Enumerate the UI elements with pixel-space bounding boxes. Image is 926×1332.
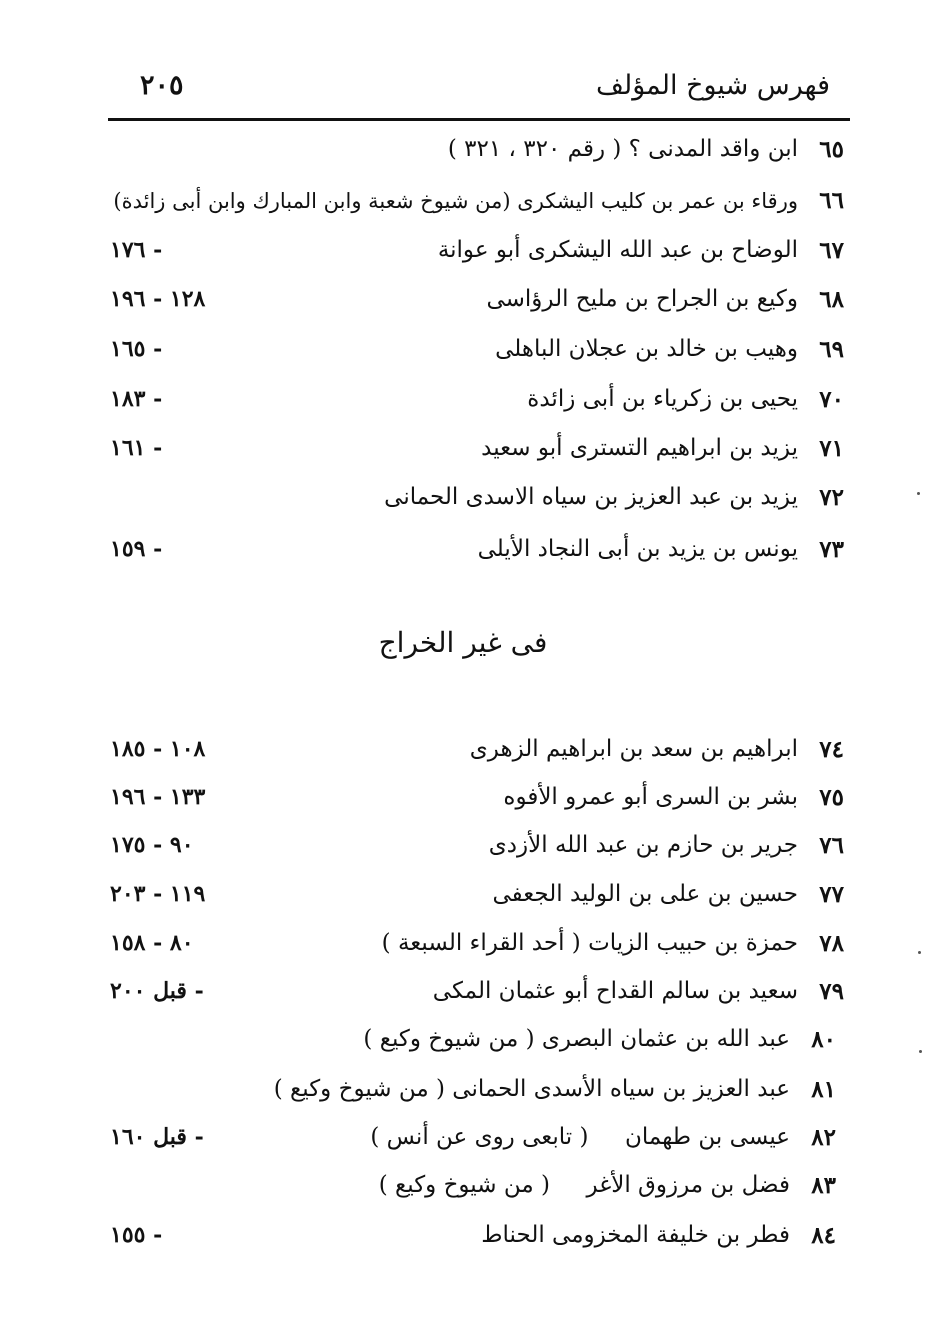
- entry-dates: ٩٠ - ١٧٥: [110, 832, 194, 858]
- entry-number: ٦٥: [819, 136, 844, 163]
- entry-number: ٨١: [811, 1076, 836, 1103]
- index-entry: [100, 972, 852, 1018]
- entry-dates: - قبل ١٦٠: [110, 1124, 204, 1150]
- index-entry: [100, 826, 852, 872]
- entry-number: ٧٦: [819, 832, 844, 859]
- entry-number: ٨٣: [811, 1172, 836, 1199]
- entry-name: يزيد بن ابراهيم التسترى أبو سعيد: [481, 435, 798, 461]
- index-entry: [100, 181, 852, 227]
- entry-dates: - ١٥٥: [110, 1222, 163, 1248]
- entry-name: سعيد بن سالم القداح أبو عثمان المكى: [432, 978, 798, 1004]
- entry-dates: ١٣٣ - ١٩٦: [110, 784, 206, 810]
- entry-name: عبد الله بن عثمان البصرى ( من شيوخ وكيع ): [363, 1026, 790, 1052]
- index-entry: [100, 778, 852, 824]
- entry-name: عبد العزيز بن سياه الأسدى الحمانى ( من شيوخ وكيع ): [273, 1076, 790, 1102]
- index-entry: [100, 478, 852, 524]
- entry-name: حسين بن على بن الوليد الجعفى: [492, 881, 798, 907]
- entry-number: ٦٧: [819, 237, 844, 264]
- index-entry: [100, 1166, 852, 1212]
- entry-number: ٦٩: [819, 336, 844, 363]
- index-entry: [100, 1070, 852, 1116]
- entry-dates: - ١٦٥: [110, 336, 163, 362]
- entry-number: ٦٦: [819, 187, 844, 214]
- index-entry: [100, 1118, 852, 1164]
- entry-name: يحيى بن زكرياء بن أبى زائدة: [527, 386, 798, 412]
- entry-name: حمزة بن حبيب الزيات ( أحد القراء السبعة ): [381, 930, 798, 956]
- index-entry: [100, 1020, 852, 1066]
- index-entry: [100, 380, 852, 426]
- entry-name: بشر بن السرى أبو عمرو الأفوه: [503, 784, 798, 810]
- entry-number: ٧٠: [819, 386, 844, 413]
- entry-number: ٧٥: [819, 784, 844, 811]
- section-heading: فى غير الخراج: [378, 626, 548, 659]
- entry-number: ٧٧: [819, 881, 844, 908]
- entry-dates: ١٢٨ - ١٩٦: [110, 286, 206, 312]
- entry-name: ورقاء بن عمر بن كليب اليشكرى (من شيوخ شعبة وابن المبارك وابن أبى زائدة): [113, 189, 798, 213]
- entry-dates: - ١٦١: [110, 435, 163, 461]
- entry-number: ٧٨: [819, 930, 844, 957]
- entry-number: ٧٩: [819, 978, 844, 1005]
- index-entry: [100, 330, 852, 376]
- page-number: ٢٠٥: [140, 70, 184, 101]
- entry-name: يزيد بن عبد العزيز بن سياه الاسدى الحمانى: [384, 484, 798, 510]
- page-header: [110, 62, 850, 114]
- entry-number: ٧٤: [819, 736, 844, 763]
- entry-dates: - ١٨٣: [110, 386, 163, 412]
- entry-number: ٨٤: [811, 1222, 836, 1249]
- index-entry: [100, 1216, 852, 1262]
- entry-name: فطر بن خليفة المخزومى الحناط: [481, 1222, 790, 1248]
- entry-name: وكيع بن الجراح بن مليح الرؤاسى: [486, 286, 798, 312]
- scan-speck: [919, 1050, 922, 1053]
- entry-dates: ٨٠ - ١٥٨: [110, 930, 194, 956]
- entry-number: ٧١: [819, 435, 844, 462]
- index-entry: [100, 429, 852, 475]
- entry-name: جرير بن حازم بن عبد الله الأزدى: [488, 832, 798, 858]
- entry-dates: - ١٥٩: [110, 536, 163, 562]
- index-entry: [100, 231, 852, 277]
- index-entry: [100, 875, 852, 921]
- index-entry: [100, 924, 852, 970]
- entry-name: وهيب بن خالد بن عجلان الباهلى: [495, 336, 798, 362]
- entry-dates: ١٠٨ - ١٨٥: [110, 736, 206, 762]
- index-entry: [100, 530, 852, 576]
- entry-dates: - ١٧٦: [110, 237, 163, 263]
- entry-name: يونس بن يزيد بن أبى النجاد الأيلى: [477, 536, 798, 562]
- index-entry: [100, 130, 852, 176]
- entry-number: ٧٢: [819, 484, 844, 511]
- scan-speck: [917, 492, 920, 495]
- entry-dates: ١١٩ - ٢٠٣: [110, 881, 206, 907]
- entry-number: ٦٨: [819, 286, 844, 313]
- scan-speck: [918, 951, 921, 954]
- index-entry: [100, 730, 852, 776]
- page-title: فهرس شيوخ المؤلف: [596, 70, 830, 101]
- header-rule: [108, 118, 850, 121]
- entry-number: ٧٣: [819, 536, 844, 563]
- entry-number: ٨٠: [811, 1026, 836, 1053]
- entry-name: عيسى بن طهمان ( تابعى روى عن أنس ): [370, 1124, 790, 1150]
- entry-number: ٨٢: [811, 1124, 836, 1151]
- index-entry: [100, 280, 852, 326]
- entry-name: فضل بن مرزوق الأغر ( من شيوخ وكيع ): [378, 1172, 790, 1198]
- entry-name: الوضاح بن عبد الله اليشكرى أبو عوانة: [437, 237, 798, 263]
- entry-name: ابن واقد المدنی ؟ ( رقم ٣٢٠ ، ٣٢١ ): [447, 136, 798, 162]
- entry-name: ابراهيم بن سعد بن ابراهيم الزهرى: [469, 736, 798, 762]
- entry-dates: - قبل ٢٠٠: [110, 978, 204, 1004]
